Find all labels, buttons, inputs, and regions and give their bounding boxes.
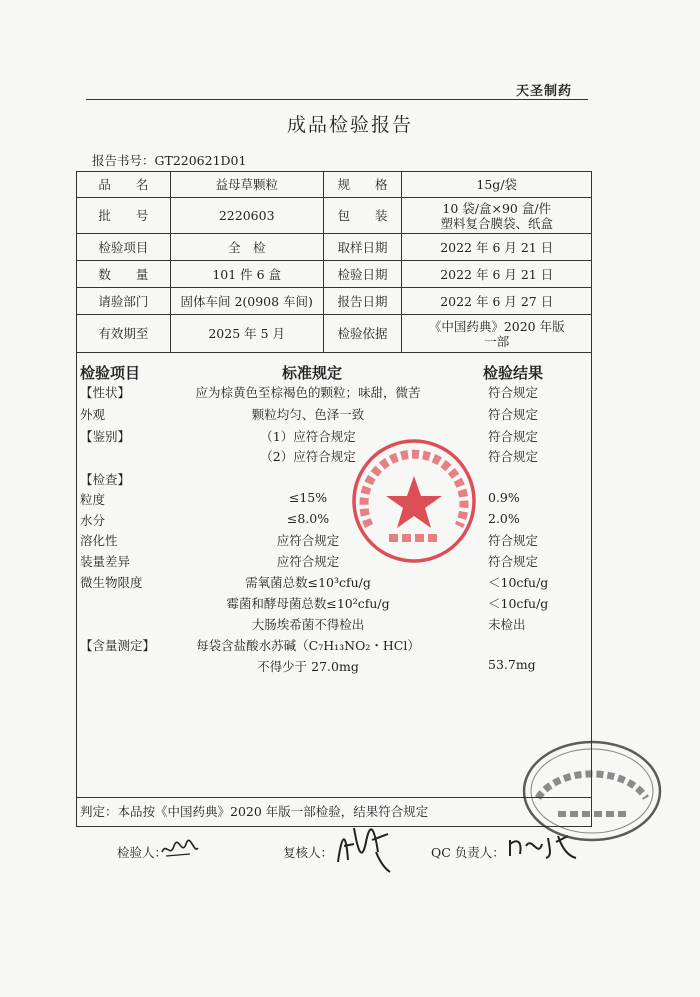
col-header-result: 检验结果 bbox=[483, 364, 544, 382]
test-item: 溶化性 bbox=[80, 533, 118, 548]
info-label: 数 量 bbox=[77, 261, 171, 288]
inspector-signature bbox=[160, 838, 200, 862]
info-value: 10 袋/盒×90 盒/件 塑料复合膜袋、纸盒 bbox=[402, 198, 592, 234]
test-item: 【性状】 bbox=[80, 385, 131, 400]
reviewer-signature bbox=[332, 822, 392, 874]
test-result: 符合规定 bbox=[488, 533, 539, 548]
test-result: 符合规定 bbox=[488, 449, 539, 464]
test-standard: 应为棕黄色至棕褐色的颗粒；味甜，微苦 bbox=[195, 385, 421, 400]
info-row bbox=[77, 172, 592, 198]
info-label: 有效期至 bbox=[77, 315, 171, 353]
info-value: 2220603 bbox=[170, 198, 323, 234]
info-label: 检验日期 bbox=[323, 261, 402, 288]
test-result: 53.7mg bbox=[488, 657, 536, 672]
qa-department-seal bbox=[349, 436, 479, 566]
brand-logo-text: 天圣制药 bbox=[515, 84, 572, 99]
info-value: 2022 年 6 月 21 日 bbox=[402, 234, 592, 261]
qc-label: QC 负责人： bbox=[431, 845, 505, 860]
test-result: 符合规定 bbox=[488, 429, 539, 444]
info-table bbox=[76, 171, 592, 353]
info-value: 101 件 6 盒 bbox=[170, 261, 323, 288]
test-item: 微生物限度 bbox=[80, 575, 143, 590]
test-standard: 大肠埃希菌不得检出 bbox=[251, 617, 365, 632]
test-result: ＜10cfu/g bbox=[488, 596, 549, 611]
info-label: 检验项目 bbox=[77, 234, 171, 261]
test-result: ＜10cfu/g bbox=[488, 575, 549, 590]
test-standard: ≤8.0% bbox=[286, 511, 330, 526]
test-result: 符合规定 bbox=[488, 407, 539, 422]
test-item: 外观 bbox=[80, 407, 106, 422]
test-standard: 霉菌和酵母菌总数≤10²cfu/g bbox=[226, 596, 390, 611]
inspection-seal bbox=[520, 738, 664, 844]
info-value: 益母草颗粒 bbox=[170, 172, 323, 198]
inspector-label: 检验人： bbox=[117, 845, 168, 860]
col-header-standard: 标准规定 bbox=[282, 364, 343, 382]
test-result: 未检出 bbox=[488, 617, 526, 632]
page-title: 成品检验报告 bbox=[286, 114, 413, 136]
info-label: 报告日期 bbox=[323, 288, 402, 315]
test-standard: 需氧菌总数≤10³cfu/g bbox=[245, 575, 371, 590]
info-row bbox=[77, 315, 592, 353]
info-row bbox=[77, 261, 592, 288]
info-row bbox=[77, 288, 592, 315]
col-header-item: 检验项目 bbox=[80, 364, 141, 382]
test-item: 装量差异 bbox=[80, 554, 131, 569]
info-value: 全 检 bbox=[170, 234, 323, 261]
info-label: 包 装 bbox=[323, 198, 402, 234]
test-standard: 颗粒均匀、色泽一致 bbox=[251, 407, 365, 422]
test-standard: 每袋含盐酸水苏碱（C₇H₁₃NO₂・HCl） bbox=[196, 638, 420, 653]
info-label: 品 名 bbox=[77, 172, 171, 198]
report-number: 报告书号：GT220621D01 bbox=[92, 153, 247, 168]
verdict-text: 判定：本品按《中国药典》2020 年版一部检验，结果符合规定 bbox=[80, 804, 429, 819]
test-result: 2.0% bbox=[488, 511, 520, 526]
info-value: 2022 年 6 月 21 日 bbox=[402, 261, 592, 288]
header-divider bbox=[86, 99, 588, 100]
test-item: 【检查】 bbox=[80, 472, 131, 487]
info-value: 15g/袋 bbox=[402, 172, 592, 198]
test-item: 水分 bbox=[80, 513, 106, 528]
test-result: 0.9% bbox=[488, 490, 520, 505]
test-standard: （2）应符合规定 bbox=[260, 449, 356, 464]
test-item: 粒度 bbox=[80, 492, 106, 507]
info-value: 2022 年 6 月 27 日 bbox=[402, 288, 592, 315]
info-label: 规 格 bbox=[323, 172, 402, 198]
info-value: 固体车间 2(0908 车间) bbox=[170, 288, 323, 315]
test-item: 【含量测定】 bbox=[80, 638, 156, 653]
test-item: 【鉴别】 bbox=[80, 429, 131, 444]
info-row bbox=[77, 234, 592, 261]
reviewer-label: 复核人： bbox=[283, 845, 334, 860]
test-standard: （1）应符合规定 bbox=[260, 429, 356, 444]
test-result: 符合规定 bbox=[488, 554, 539, 569]
test-standard: ≤15% bbox=[288, 490, 328, 505]
info-value: 2025 年 5 月 bbox=[170, 315, 323, 353]
info-row bbox=[77, 198, 592, 234]
info-label: 请验部门 bbox=[77, 288, 171, 315]
test-standard: 应符合规定 bbox=[276, 533, 340, 548]
verdict-divider bbox=[76, 797, 592, 798]
test-result: 符合规定 bbox=[488, 385, 539, 400]
info-label: 取样日期 bbox=[323, 234, 402, 261]
info-label: 批 号 bbox=[77, 198, 171, 234]
test-standard: 不得少于 27.0mg bbox=[257, 659, 359, 674]
info-value: 《中国药典》2020 年版 一部 bbox=[402, 315, 592, 353]
test-standard: 应符合规定 bbox=[276, 554, 340, 569]
info-label: 检验依据 bbox=[323, 315, 402, 353]
